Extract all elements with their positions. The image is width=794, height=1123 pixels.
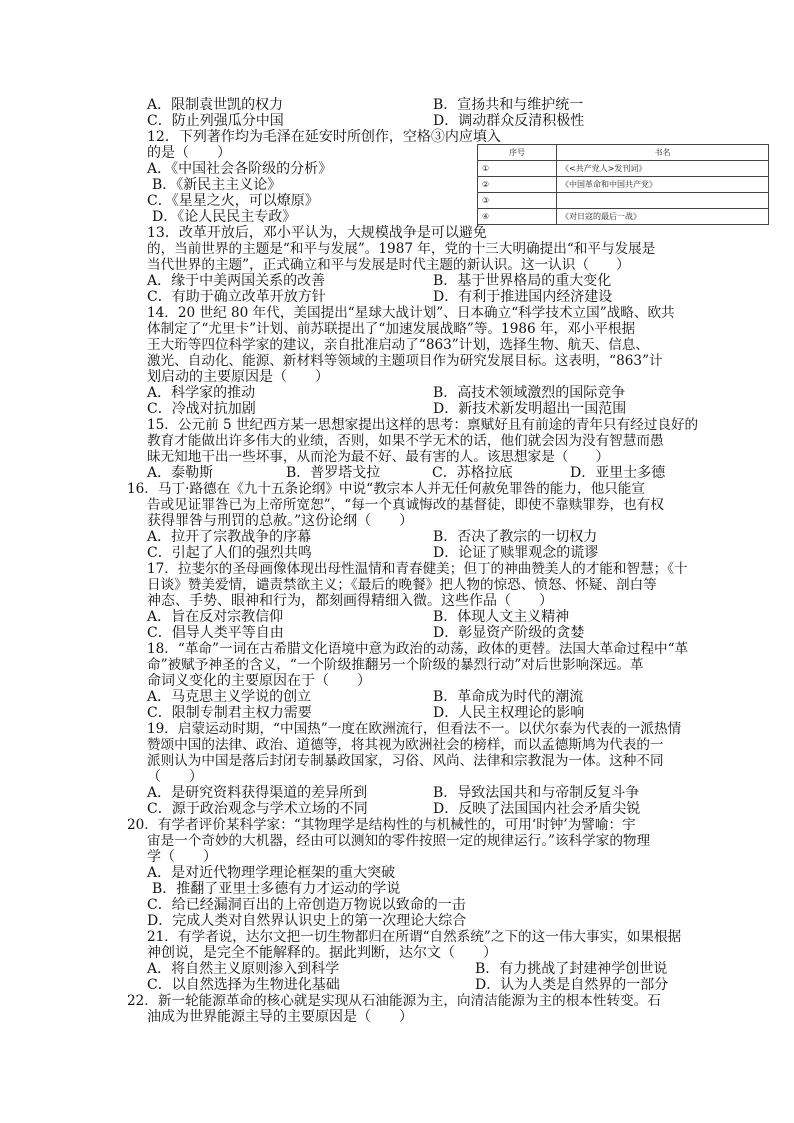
q20-stem-line3: 学（ ） bbox=[147, 849, 217, 865]
q18-option-c: C．限制专制君主权力需要 bbox=[147, 705, 312, 721]
q11-option-d: D．调动群众反清积极性 bbox=[433, 113, 585, 129]
q19-stem: 19．启蒙运动时期，“中国热”一度在欧洲流行，但看法不一。以伏尔泰为代表的一派热情 bbox=[147, 721, 682, 737]
q12-option-d: D．《论人民民主专政》 bbox=[152, 209, 297, 225]
q20-option-b: B．推翻了亚里士多德有力才运动的学说 bbox=[152, 881, 401, 897]
q14-stem-line4: 激光、自动化、能源、新材料等领域的主题项目作为研究发展目标。这表明，“863”计 bbox=[147, 353, 663, 369]
q17-option-b: B．体现人文主义精神 bbox=[433, 609, 570, 625]
q15-option-c: C．苏格拉底 bbox=[432, 465, 513, 481]
q16-stem-line2: 告或见证罪咎已为上帝所宽恕”，“每一个真诚悔改的基督徒，即使不靠赎罪券，也有权 bbox=[147, 497, 664, 513]
q17-option-a: A．旨在反对宗教信仰 bbox=[147, 609, 284, 625]
q16-stem: 16．马丁·路德在《九十五条论纲》中说“教宗本人并无任何赦免罪咎的能力，他只能宣 bbox=[127, 481, 645, 497]
q18-stem-line3: 命词义变化的主要原因在于（ ） bbox=[147, 673, 371, 689]
q17-option-d: D．彰显资产阶级的贪婪 bbox=[433, 625, 585, 641]
q14-option-b: B．高技术领域激烈的国际竞争 bbox=[433, 385, 626, 401]
q15-stem: 15．公元前 5 世纪西方某一思想家提出这样的思考：禀赋好且有前途的青年只有经过良好的 bbox=[147, 417, 699, 433]
q12-stem-cont: 的是（ ） bbox=[147, 145, 231, 161]
q14-stem-line3: 王大珩等四位科学家的建议，亲自批准启动了“863”计划，选择生物、航天、信息、 bbox=[147, 337, 650, 353]
q16-option-a: A．拉开了宗教战争的序幕 bbox=[147, 529, 312, 545]
q19-option-d: D．反映了法国国内社会矛盾尖锐 bbox=[433, 801, 641, 817]
q15-option-d: D．亚里士多德 bbox=[570, 465, 666, 481]
row-title bbox=[557, 193, 769, 209]
q18-option-b: B．革命成为时代的潮流 bbox=[433, 689, 584, 705]
q12-book-table bbox=[477, 144, 769, 225]
q21-option-a: A．将自然主义原则渗入到科学 bbox=[147, 961, 340, 977]
q11-option-a: A．限制袁世凯的权力 bbox=[147, 97, 284, 113]
q15-stem-line2: 教育才能做出许多伟大的业绩，否则，如果不学无术的话，他们就会因为没有智慧而愚 bbox=[147, 433, 664, 449]
row-number: ② bbox=[478, 177, 557, 193]
q22-stem-line2: 油成为世界能源主导的主要原因是（ ） bbox=[147, 1009, 413, 1025]
q12-option-b: B．《新民主主义论》 bbox=[152, 177, 282, 193]
row-number: ③ bbox=[478, 193, 557, 209]
q17-stem-line2: 日谈》赞美爱情，谴责禁欲主义；《最后的晚餐》把人物的惊恐、愤怒、怀疑、剖白等 bbox=[147, 577, 657, 593]
q16-stem-line3: 获得罪咎与刑罚的总赦。”这份论纲（ ） bbox=[147, 513, 414, 529]
q14-stem-line5: 划启动的主要原因是（ ） bbox=[147, 369, 329, 385]
q21-stem-line2: 神创说，是完全不能解释的。据此判断，达尔文（ ） bbox=[147, 945, 497, 961]
q13-stem-line2: 的，当前世界的主题是“和平与发展”。1987 年，党的十三大明确提出“和平与发展是 bbox=[147, 241, 656, 257]
q13-stem: 13．改革开放后，邓小平认为，大规模战争是可以避免 bbox=[147, 225, 487, 241]
header-title: 书名 bbox=[557, 145, 769, 161]
q19-stem-line2: 赞颂中国的法律、政治、道德等，将其视为欧洲社会的榜样，而以孟德斯鸠为代表的一 bbox=[147, 737, 664, 753]
q14-stem-line2: 体制定了“尤里卡”计划、前苏联提出了“加速发展战略”等。1986 年，邓小平根据 bbox=[147, 321, 636, 337]
table-row bbox=[478, 177, 769, 193]
row-number: ④ bbox=[478, 209, 557, 225]
q18-option-d: D．人民主权理论的影响 bbox=[433, 705, 585, 721]
q13-option-a: A．缘于中美两国关系的改善 bbox=[147, 273, 326, 289]
q18-stem: 18．“革命”一词在古希腊文化语境中意为政治的动荡，政体的更替。法国大革命过程中“革 bbox=[147, 641, 689, 657]
q15-option-a: A．泰勒斯 bbox=[147, 465, 214, 481]
q15-option-b: B．普罗塔戈拉 bbox=[286, 465, 381, 481]
q21-stem: 21．有学者说，达尔文把一切生物都归在所谓“自然系统”之下的这一伟大事实，如果根据 bbox=[147, 929, 682, 945]
q17-option-c: C．倡导人类平等自由 bbox=[147, 625, 284, 641]
q20-option-c: C．给已经漏洞百出的上帝创造万物说以致命的一击 bbox=[147, 897, 466, 913]
q22-stem: 22．新一轮能源革命的核心就是实现从石油能源为主，向清洁能源为主的根本性转变。石 bbox=[127, 993, 661, 1009]
q14-option-a: A．科学家的推动 bbox=[147, 385, 256, 401]
q18-option-a: A．马克思主义学说的创立 bbox=[147, 689, 312, 705]
q16-option-c: C．引起了人们的强烈共鸣 bbox=[147, 545, 312, 561]
q16-option-d: D．论证了赎罪观念的谎谬 bbox=[433, 545, 599, 561]
q19-option-a: A．是研究资料获得渠道的差异所到 bbox=[147, 785, 368, 801]
q13-option-c: C．有助于确立改革开放方针 bbox=[147, 289, 326, 305]
q17-stem-line3: 神态、手势、眼神和行为，都刻画得精细入微。这些作品（ ） bbox=[147, 593, 553, 609]
q19-option-b: B．导致法国共和与帝制反复斗争 bbox=[433, 785, 640, 801]
q13-option-b: B．基于世界格局的重大变化 bbox=[433, 273, 612, 289]
header-number: 序号 bbox=[478, 145, 557, 161]
table-row bbox=[478, 193, 769, 209]
q19-option-c: C．源于政治观念与学术立场的不同 bbox=[147, 801, 368, 817]
q12-option-a: A．《中国社会各阶级的分析》 bbox=[147, 161, 333, 177]
q14-stem: 14．20 世纪 80 年代，美国提出“星球大战计划”、日本确立“科学技术立国”战略、欧共 bbox=[147, 305, 675, 321]
table-header-row bbox=[478, 145, 769, 161]
row-number: ① bbox=[478, 161, 557, 177]
q20-stem-line2: 宙是一个奇妙的大机器，经由可以测知的零件按照一定的规律运行。”该科学家的物理 bbox=[147, 833, 651, 849]
q14-option-d: D．新技术新发明超出一国范围 bbox=[433, 401, 627, 417]
q21-option-b: B．有力挑战了封建神学创世说 bbox=[475, 961, 668, 977]
q16-option-b: B．否决了教宗的一切权力 bbox=[433, 529, 598, 545]
q15-stem-line3: 昧无知地干出一些坏事，从而沦为最不好、最有害的人。该思想家是（ ） bbox=[147, 449, 610, 465]
q21-option-d: D．认为人类是自然界的一部分 bbox=[475, 977, 669, 993]
row-title: 《中国革命和中国共产党》 bbox=[557, 177, 769, 193]
row-title: 《对日寇的最后一战》 bbox=[557, 209, 769, 225]
q18-stem-line2: 命”被赋予神圣的含义，“一个阶级推翻另一个阶级的暴烈行动”对后世影响深远。革 bbox=[147, 657, 644, 673]
q20-option-a: A．是对近代物理学理论框架的重大突破 bbox=[147, 865, 396, 881]
q19-stem-line4: （ ） bbox=[147, 769, 203, 785]
q11-option-b: B．宣扬共和与维护统一 bbox=[433, 97, 584, 113]
q20-stem: 20．有学者评价某科学家：“其物理学是结构性的与机械性的，可用‘时钟’为譬喻：宇 bbox=[127, 817, 636, 833]
row-title: 《<共产党人>发刊词》 bbox=[557, 161, 769, 177]
q12-option-c: C．《星星之火，可以燎原》 bbox=[147, 193, 319, 209]
q14-option-c: C．冷战对抗加剧 bbox=[147, 401, 256, 417]
q13-stem-line3: 当代世界的主题”，正式确立和平与发展是时代主题的新认识。这一认识（ ） bbox=[147, 257, 630, 273]
q19-stem-line3: 派则认为中国是落后封闭专制暴政国家，习俗、风尚、法律和宗教混为一体。这种不同 bbox=[147, 753, 664, 769]
q11-option-c: C．防止列强瓜分中国 bbox=[147, 113, 284, 129]
table-row bbox=[478, 209, 769, 225]
table-row bbox=[478, 161, 769, 177]
q17-stem: 17．拉斐尔的圣母画像体现出母性温情和青春健美；但丁的神曲赞美人的才能和智慧；《十 bbox=[147, 561, 688, 577]
q20-option-d: D．完成人类对自然界认识史上的第一次理论大综合 bbox=[147, 913, 467, 929]
q21-option-c: C．以自然选择为生物进化基础 bbox=[147, 977, 340, 993]
q12-stem: 12．下列著作均为毛泽在延安时所创作，空格③内应填入 bbox=[147, 129, 501, 145]
q13-option-d: D．有利于推进国内经济建设 bbox=[433, 289, 613, 305]
